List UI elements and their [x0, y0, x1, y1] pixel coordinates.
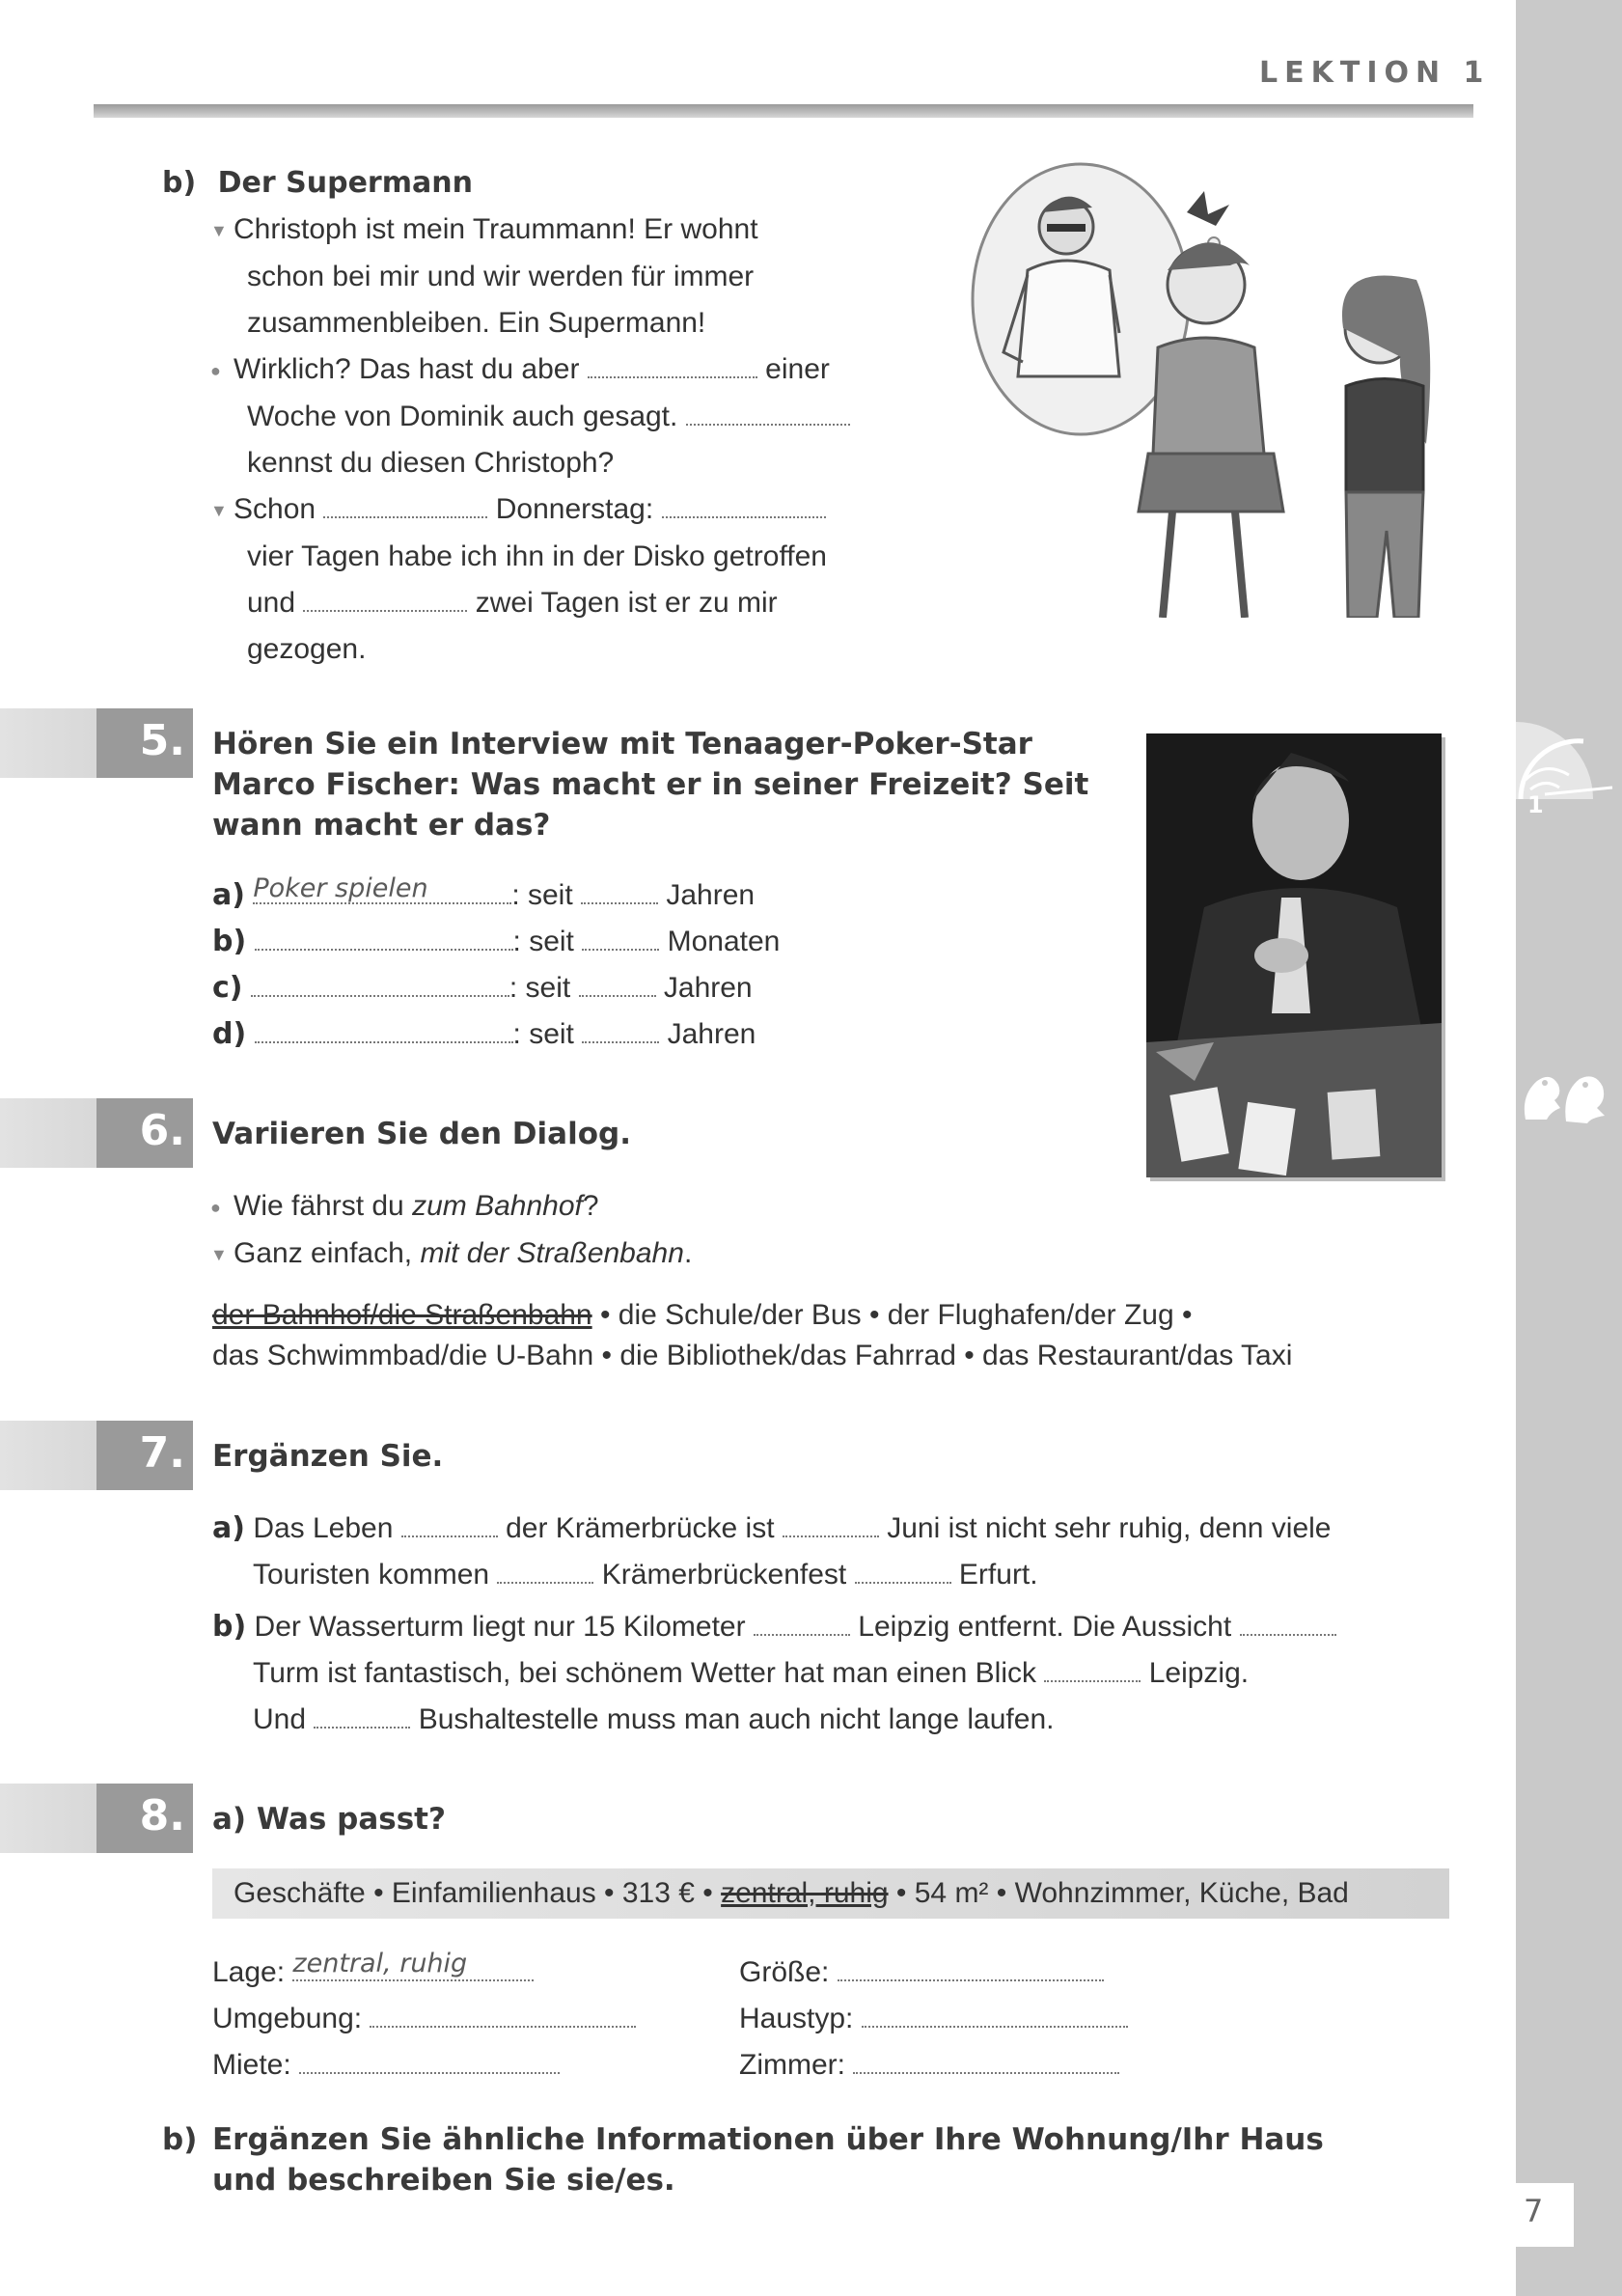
answer-field[interactable]: [251, 976, 509, 997]
lesson-header: LEKTION 1: [1259, 56, 1491, 90]
header-rule: [94, 104, 1473, 118]
dialog-line: zusammenbleiben. Ein Supermann!: [247, 307, 706, 340]
sentence-part: Leipzig entfernt. Die Aussicht: [858, 1611, 1232, 1643]
struck-example: zentral, ruhig: [721, 1877, 889, 1909]
field-input[interactable]: [862, 2006, 1128, 2028]
dialog-line: gezogen.: [247, 633, 367, 666]
item-label: a): [212, 1511, 245, 1545]
dialog-line: zwei Tagen ist er zu mir: [475, 587, 778, 620]
field-input[interactable]: [370, 2006, 636, 2028]
variants-line: • die Schule/der Bus • der Flughafen/der Zug •: [591, 1299, 1193, 1331]
blank-field[interactable]: [497, 1563, 593, 1584]
field-label: Lage:: [212, 1956, 286, 1988]
struck-example: der Bahnhof/die Straßenbahn: [212, 1299, 592, 1331]
handwritten-answer: zentral, ruhig: [292, 1949, 468, 1978]
answer-end: .: [683, 1237, 693, 1270]
exercise-7-title: Ergänzen Sie.: [212, 1439, 444, 1474]
sentence-part: Der Wasserturm liegt nur 15 Kilometer: [254, 1611, 746, 1643]
blank-field[interactable]: [855, 1563, 951, 1584]
dialog-line: und: [247, 587, 296, 620]
item-label: b): [212, 1610, 247, 1644]
dialog-line: Christoph ist mein Traummann! Er wohnt: [234, 213, 758, 245]
sentence-part: Touristen kommen: [253, 1559, 490, 1591]
dialog-line: einer: [765, 353, 830, 386]
number-field[interactable]: [581, 883, 658, 904]
sentence-part: Erfurt.: [958, 1559, 1038, 1591]
dialog-line: Woche von Dominik auch gesagt.: [247, 401, 678, 433]
exercise-6-number: 6.: [96, 1098, 193, 1168]
number-field[interactable]: [582, 1022, 659, 1043]
cartoon-illustration: [965, 154, 1467, 618]
dialog-line: Schon: [234, 493, 316, 526]
exercise-7-text: [212, 1506, 1336, 1743]
exercise-5-title: Hören Sie ein Interview mit Tenaager-Poker-Star Marco Fischer: Was macht er in seiner Freizeit? Seit wann macht er das?: [212, 727, 1089, 843]
ex8b-label: b): [162, 2122, 198, 2157]
question-text: Wie fährst du: [234, 1190, 413, 1222]
sentence-part: Turm ist fantastisch, bei schönem Wetter hat man einen Blick: [253, 1657, 1037, 1689]
seit-text: : seit: [512, 926, 574, 957]
poker-player-photo: [1146, 733, 1442, 1177]
blank-field[interactable]: [303, 591, 467, 612]
ex8b-title: Ergänzen Sie ähnliche Informationen über Ihre Wohnung/Ihr Haus und beschreiben Sie sie/es.: [212, 2122, 1324, 2198]
row-label: a): [212, 878, 245, 912]
exercise-6-title: Variieren Sie den Dialog.: [212, 1117, 631, 1151]
dialog-supermann: [210, 207, 905, 673]
page-number: 7: [1524, 2193, 1544, 2229]
sentence-part: Krämerbrückenfest: [601, 1559, 847, 1591]
sentence-part: Und: [253, 1703, 307, 1735]
page-number-box: [1516, 2183, 1574, 2247]
blank-field[interactable]: [401, 1516, 498, 1537]
dialog-line: kennst du diesen Christoph?: [247, 447, 615, 480]
sentence-part: Bushaltestelle muss man auch nicht lange laufen.: [418, 1703, 1055, 1735]
field-label: Zimmer:: [739, 2049, 845, 2081]
blank-field[interactable]: [783, 1516, 879, 1537]
number-field[interactable]: [579, 976, 656, 997]
exercise-7-number: 7.: [96, 1421, 193, 1490]
field-input[interactable]: [299, 2053, 560, 2074]
row-label: d): [212, 1017, 247, 1051]
blank-field[interactable]: [1044, 1661, 1141, 1682]
field-label: Größe:: [739, 1956, 830, 1988]
word-bank-bar: [212, 1868, 1449, 1919]
answer-field[interactable]: [255, 929, 513, 951]
unit-text: Monaten: [667, 926, 781, 957]
answer-field[interactable]: [253, 873, 511, 904]
dialog-line: vier Tagen habe ich ihn in der Disko getroffen: [247, 540, 827, 573]
exercise-8-title: a) Was passt?: [212, 1802, 446, 1837]
triangle-bullet-icon: ▼: [210, 1245, 228, 1265]
speaking-heads-icon: [1516, 1052, 1612, 1129]
blank-field[interactable]: [662, 497, 826, 518]
ex8-left-fields: [212, 1950, 636, 2089]
blank-field[interactable]: [754, 1615, 850, 1636]
sentence-part: der Krämerbrücke ist: [506, 1512, 775, 1544]
exercise-6-variants: [212, 1295, 1292, 1376]
page-side-tab: [1516, 0, 1622, 2296]
seit-text: : seit: [509, 972, 571, 1004]
seit-text: : seit: [512, 1018, 574, 1050]
section-b-heading: [162, 166, 473, 200]
sentence-part: Leipzig.: [1148, 1657, 1250, 1689]
exercise-6-dialog: [210, 1183, 692, 1278]
question-variable: zum Bahnhof: [412, 1190, 583, 1222]
word-bank-text: • 54 m² • Wohnzimmer, Küche, Bad: [888, 1877, 1349, 1909]
dialog-line: Wirklich? Das hast du aber: [234, 353, 580, 386]
triangle-bullet-icon: ▼: [210, 501, 228, 521]
audio-track-number: 1: [1527, 791, 1544, 818]
blank-field[interactable]: [314, 1707, 410, 1729]
triangle-bullet-icon: ▼: [210, 221, 228, 241]
ex8-right-fields: [739, 1950, 1128, 2089]
unit-text: Jahren: [666, 879, 756, 911]
row-label: b): [212, 925, 247, 958]
blank-field[interactable]: [323, 497, 487, 518]
exercise-5-answers: [212, 872, 780, 1058]
unit-text: Jahren: [663, 972, 753, 1004]
answer-text: Ganz einfach,: [234, 1237, 421, 1270]
dot-bullet-icon: ●: [210, 1198, 221, 1218]
field-input[interactable]: [853, 2053, 1119, 2074]
handwritten-answer: Poker spielen: [253, 873, 428, 903]
dot-bullet-icon: ●: [210, 361, 221, 381]
variants-line: das Schwimmbad/die U-Bahn • die Bibliothek/das Fahrrad • das Restaurant/das Taxi: [212, 1340, 1293, 1371]
question-end: ?: [582, 1190, 599, 1222]
blank-field[interactable]: [1240, 1615, 1336, 1636]
row-label: c): [212, 971, 243, 1005]
section-b-title: Der Supermann: [217, 166, 473, 200]
answer-variable: mit der Straßenbahn: [420, 1237, 684, 1270]
field-label: Umgebung:: [212, 2003, 363, 2034]
blank-field[interactable]: [588, 357, 757, 378]
field-label: Miete:: [212, 2049, 291, 2081]
field-input[interactable]: [838, 1960, 1104, 1981]
word-bank-text: Geschäfte • Einfamilienhaus • 313 € •: [234, 1877, 722, 1909]
blank-field[interactable]: [686, 404, 850, 426]
dialog-line: schon bei mir und wir werden für immer: [247, 261, 755, 293]
exercise-8-number: 8.: [96, 1784, 193, 1853]
field-input[interactable]: [292, 1949, 534, 1981]
unit-text: Jahren: [667, 1018, 756, 1050]
number-field[interactable]: [582, 929, 659, 951]
sentence-part: Juni ist nicht sehr ruhig, denn viele: [887, 1512, 1332, 1544]
dialog-line: Donnerstag:: [495, 493, 654, 526]
section-b-label: b): [162, 166, 197, 200]
seit-text: : seit: [511, 879, 573, 911]
exercise-5-number: 5.: [96, 708, 193, 778]
sentence-part: Das Leben: [253, 1512, 394, 1544]
answer-field[interactable]: [255, 1022, 513, 1043]
field-label: Haustyp:: [739, 2003, 854, 2034]
